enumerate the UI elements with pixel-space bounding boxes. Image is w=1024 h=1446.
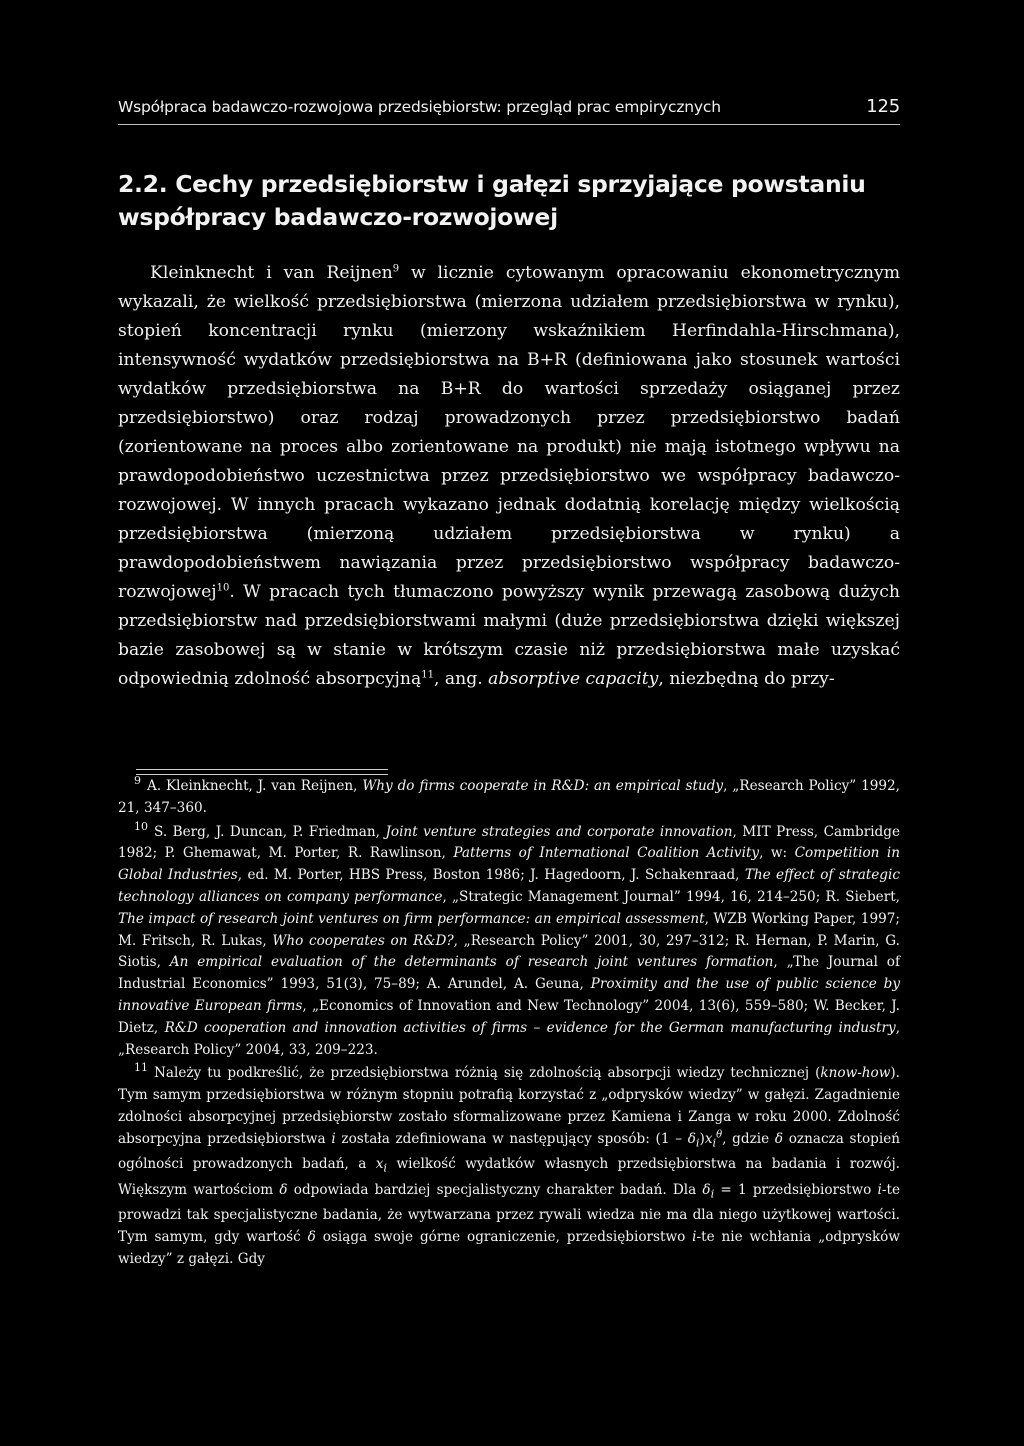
fn-symbol: x (375, 1156, 384, 1173)
body-text-part: Kleinknecht i van Reijnen (150, 263, 393, 283)
running-title: Współpraca badawczo-rozwojowa przedsiębiorstw: przegląd prac empirycznych (118, 98, 721, 116)
fn-symbol: i (331, 1130, 336, 1147)
fn-text: wielkość wydatków własnych przedsiębiorstwa na badania i rozwój. Większym wartościom (118, 1156, 900, 1198)
fn-text: S. Berg, J. Duncan, P. Friedman, (154, 823, 386, 840)
fn-text: odpowiada bardziej specjalistyczny charakter badań. Dla (287, 1181, 703, 1198)
page-number: 125 (866, 96, 900, 117)
body-text-part: , ang. (433, 669, 489, 689)
fn-title: Why do firms cooperate in R&D: an empirical study (362, 778, 724, 794)
fn-symbol: δ (307, 1229, 316, 1246)
fn-text: oznacza stopień ogólności prowadzonych badań, a (118, 1130, 900, 1173)
footnote-10 (118, 819, 901, 1062)
fn-text: , MIT Press, Cambridge 1982; P. Ghemawat, M. Porter, R. Rawlinson, (118, 823, 901, 862)
footnote-separator (136, 769, 388, 775)
footnote-ref-11[interactable]: 11 (421, 669, 434, 681)
fn-text: = 1 przedsiębiorstwo (714, 1181, 878, 1198)
fn-text: została zdefiniowana w następujący sposób: (1 – (335, 1130, 688, 1147)
fn-text: , „Research Policy” 1992, 21, 347–360. (118, 778, 900, 816)
fn-text: Należy tu podkreślić, że przedsiębiorstwa różnią się zdolnością absorpcji wiedzy technicznej ( (154, 1065, 821, 1082)
fn-symbol: i (692, 1229, 697, 1246)
body-paragraph (118, 259, 900, 694)
fn-text: , w: (759, 845, 795, 862)
fn-text: -te prowadzi tak specjalistyczne badania, że wytwarzana przez rywali wiedza nie ma dla niego użytkowej wartości. Tym samym, gdy wartość (118, 1181, 900, 1246)
footnote-number: 9 (134, 774, 141, 787)
fn-subscript: i (695, 1135, 700, 1150)
fn-title: Who cooperates on R&D? (272, 932, 454, 949)
fn-text: ). Tym samym przedsiębiorstwa w różnym stopniu potrafią korzystać z „odprysków wiedzy” w gałęzi. Zagadnienie zdolności absorpcyjnej przedsiębiorstw zostało sformalizowane przez Kamiena i Zanga w roku 2000. Zdolność absorpcyjna przedsiębiorstwa (118, 1065, 900, 1147)
fn-text: -te nie wchłania „odprysków wiedzy” z gałęzi. Gdy (118, 1229, 900, 1267)
fn-symbol: δ (702, 1181, 711, 1198)
fn-symbol: i (877, 1181, 882, 1198)
fn-text: , „Research Policy” 2001, 30, 297–312; R. Hernan, P. Marin, G. Siotis, (118, 932, 900, 971)
fn-text: , ed. M. Porter, HBS Press, Boston 1986; J. Hagedoorn, J. Schakenraad, (237, 867, 745, 884)
fn-title: The effect of strategic technology alliances on company performance (118, 867, 900, 905)
fn-title: The impact of research joint ventures on firm performance: an empirical assessment (118, 910, 705, 927)
fn-title: Patterns of International Coalition Activity (453, 845, 760, 862)
fn-title: Competition in Global Industries (118, 845, 900, 884)
fn-title: Proximity and the use of public science by innovative European firms (118, 976, 901, 1014)
body-text-italic: absorptive capacity (488, 669, 659, 689)
fn-symbol: δ (774, 1130, 784, 1147)
fn-text: osiąga swoje górne ograniczenie, przedsiębiorstwo (315, 1229, 693, 1246)
footnote-ref-10[interactable]: 10 (216, 582, 230, 594)
fn-text: , „Economics of Innovation and New Technology” 2004, 13(6), 559–580; W. Becker, J. Dietz, (118, 997, 900, 1036)
fn-title: Joint venture strategies and corporate innovation (385, 823, 733, 840)
fn-text: , „Research Policy” 2004, 33, 209–223. (118, 1019, 901, 1058)
section-title (118, 168, 908, 234)
fn-symbol: δ (687, 1130, 696, 1147)
footnote-11 (118, 1063, 900, 1270)
fn-text: A. Kleinknecht, J. van Reijnen, (147, 778, 363, 794)
footnote-9 (118, 776, 900, 820)
fn-title: R&D cooperation and innovation activities of firms – evidence for the German manufacturing industry (164, 1019, 896, 1036)
body-text-part: , niezbędną do przy- (658, 669, 835, 689)
fn-text: , „The Journal of Industrial Economics” 1993, 51(3), 75–89; A. Arundel, A. Geuna, (118, 954, 900, 993)
running-header (118, 96, 900, 125)
fn-title: An empirical evaluation of the determinants of research joint ventures formation (169, 954, 774, 971)
body-text-part: w licznie cytowanym opracowaniu ekonometrycznym wykazali, że wielkość przedsiębiorstwa (mierzona udziałem przedsiębiorstwa w rynku), stopień koncentracji rynku (mierzony wskaźnikiem Herfindahla-Hirschmana), intensywność wydatków przedsiębiorstwa na B+R (definiowana jako stosunek wartości wydatków przedsiębiorstwa na B+R do wartości sprzedaży osiąganej przez przedsiębiorstwo) oraz rodzaj prowadzonych przez przedsiębiorstwo badań (zorientowane na proces albo zorientowane na produkt) nie mają istotnego wpływu na prawdopodobieństwo uczestnictwa przez przedsiębiorstwo we współpracy badawczo-rozwojowej. W innych pracach wykazano jednak dodatnią korelację między wielkością przedsiębiorstwa (mierzoną udziałem przedsiębiorstwa w rynku) a prawdopodobieństwem nawiązania przez przedsiębiorstwo współpracy badawczo-rozwojowej (118, 263, 900, 602)
body-text-part: . W pracach tych tłumaczono powyższy wynik przewagą zasobową dużych przedsiębiorstw nad przedsiębiorstwami małymi (duże przedsiębiorstwa dzięki większej bazie zasobowej są w stanie w krótszym czasie niż przedsiębiorstwa małe uzyskać odpowiednią zdolność absorpcyjną (118, 582, 900, 689)
fn-symbol: δ (279, 1181, 288, 1198)
fn-subscript: i (712, 1135, 717, 1150)
footnotes (118, 776, 900, 1273)
fn-subscript: i (710, 1186, 715, 1201)
footnote-ref-9[interactable]: 9 (392, 263, 400, 275)
fn-subscript: i (383, 1160, 388, 1175)
section-title-line-2: współpracy badawczo-rozwojowej (118, 203, 558, 231)
fn-text: , „Strategic Management Journal” 1994, 16, 214–250; R. Siebert, (442, 888, 901, 905)
fn-text: , gdzie (722, 1130, 775, 1147)
fn-text: ) (699, 1130, 705, 1147)
footnote-number: 11 (134, 1061, 148, 1075)
fn-text: , WZB Working Paper, 1997; M. Fritsch, R. Lukas, (118, 910, 900, 949)
fn-symbol: x (704, 1130, 713, 1147)
section-title-line-1: 2.2. Cechy przedsiębiorstw i gałęzi sprzyjające powstaniu (118, 170, 866, 198)
fn-superscript: θ (716, 1129, 723, 1141)
fn-term: know-how (820, 1065, 891, 1082)
footnote-number: 10 (134, 819, 148, 833)
